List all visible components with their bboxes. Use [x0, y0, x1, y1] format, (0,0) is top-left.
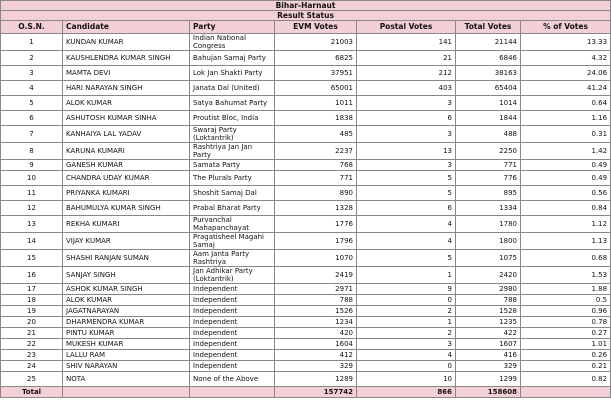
cell-candidate: KUNDAN KUMAR: [63, 34, 190, 51]
cell-candidate: BAHUMULYA KUMAR SINGH: [63, 201, 190, 216]
header-postal-votes: Postal Votes: [357, 21, 456, 34]
cell-postal-votes: 2: [357, 306, 456, 317]
cell-osn: 25: [1, 372, 63, 387]
total-label: Total: [1, 387, 63, 398]
cell-osn: 22: [1, 339, 63, 350]
total-total-votes: 158608: [456, 387, 521, 398]
cell-postal-votes: 2: [357, 328, 456, 339]
total-row: [1, 387, 611, 398]
cell-party: None of the Above: [190, 372, 275, 387]
cell-postal-votes: 13: [357, 143, 456, 160]
cell-percent-votes: 0.27: [521, 328, 611, 339]
cell-party: Proutist Bloc, India: [190, 111, 275, 126]
cell-percent-votes: 0.78: [521, 317, 611, 328]
cell-osn: 15: [1, 250, 63, 267]
table-row: [1, 216, 611, 233]
cell-party: Indian National Congress: [190, 34, 275, 51]
header-total-votes: Total Votes: [456, 21, 521, 34]
cell-osn: 2: [1, 51, 63, 66]
cell-total-votes: 1014: [456, 96, 521, 111]
cell-party: Independent: [190, 339, 275, 350]
results-rows: [1, 34, 611, 387]
cell-percent-votes: 0.26: [521, 350, 611, 361]
table-row: [1, 233, 611, 250]
cell-total-votes: 416: [456, 350, 521, 361]
table-row: [1, 372, 611, 387]
total-empty-candidate: [63, 387, 190, 398]
cell-evm-votes: 1070: [275, 250, 357, 267]
cell-candidate: SANJAY SINGH: [63, 267, 190, 284]
cell-postal-votes: 1: [357, 267, 456, 284]
cell-total-votes: 21144: [456, 34, 521, 51]
cell-party: Rashtriya Jan Jan Party: [190, 143, 275, 160]
header-party: Party: [190, 21, 275, 34]
cell-evm-votes: 2971: [275, 284, 357, 295]
cell-postal-votes: 4: [357, 233, 456, 250]
total-postal-votes: 866: [357, 387, 456, 398]
cell-postal-votes: 4: [357, 350, 456, 361]
cell-total-votes: 2420: [456, 267, 521, 284]
cell-total-votes: 488: [456, 126, 521, 143]
cell-postal-votes: 212: [357, 66, 456, 81]
cell-percent-votes: 0.84: [521, 201, 611, 216]
cell-candidate: ALOK KUMAR: [63, 295, 190, 306]
cell-party: Satya Bahumat Party: [190, 96, 275, 111]
cell-candidate: LALLU RAM: [63, 350, 190, 361]
cell-evm-votes: 1776: [275, 216, 357, 233]
cell-candidate: PINTU KUMAR: [63, 328, 190, 339]
cell-percent-votes: 4.32: [521, 51, 611, 66]
table-row: [1, 250, 611, 267]
cell-percent-votes: 0.49: [521, 171, 611, 186]
cell-total-votes: 1800: [456, 233, 521, 250]
cell-osn: 16: [1, 267, 63, 284]
cell-evm-votes: 1234: [275, 317, 357, 328]
cell-osn: 5: [1, 96, 63, 111]
cell-percent-votes: 0.21: [521, 361, 611, 372]
cell-total-votes: 38163: [456, 66, 521, 81]
cell-percent-votes: 1.01: [521, 339, 611, 350]
cell-total-votes: 1780: [456, 216, 521, 233]
cell-percent-votes: 41.24: [521, 81, 611, 96]
page-title: Bihar-Harnaut: [1, 1, 611, 11]
cell-osn: 9: [1, 160, 63, 171]
cell-osn: 8: [1, 143, 63, 160]
table-row: [1, 201, 611, 216]
cell-party: Jan Adhikar Party (Loktantrik): [190, 267, 275, 284]
cell-postal-votes: 403: [357, 81, 456, 96]
table-row: [1, 96, 611, 111]
cell-percent-votes: 0.49: [521, 160, 611, 171]
cell-osn: 4: [1, 81, 63, 96]
cell-percent-votes: 1.13: [521, 233, 611, 250]
cell-postal-votes: 3: [357, 96, 456, 111]
total-empty-party: [190, 387, 275, 398]
table-row: [1, 295, 611, 306]
cell-total-votes: 422: [456, 328, 521, 339]
cell-party: Aam Janta Party Rashtriya: [190, 250, 275, 267]
cell-total-votes: 895: [456, 186, 521, 201]
cell-osn: 13: [1, 216, 63, 233]
cell-osn: 21: [1, 328, 63, 339]
cell-postal-votes: 6: [357, 111, 456, 126]
cell-postal-votes: 5: [357, 250, 456, 267]
cell-postal-votes: 21: [357, 51, 456, 66]
cell-candidate: DHARMENDRA KUMAR: [63, 317, 190, 328]
cell-total-votes: 65404: [456, 81, 521, 96]
cell-osn: 18: [1, 295, 63, 306]
table-row: [1, 51, 611, 66]
cell-candidate: VIJAY KUMAR: [63, 233, 190, 250]
result-status-heading: Result Status: [1, 11, 611, 21]
cell-evm-votes: 485: [275, 126, 357, 143]
cell-candidate: MAMTA DEVI: [63, 66, 190, 81]
cell-party: Independent: [190, 284, 275, 295]
cell-evm-votes: 771: [275, 171, 357, 186]
cell-candidate: ALOK KUMAR: [63, 96, 190, 111]
cell-osn: 14: [1, 233, 63, 250]
cell-postal-votes: 9: [357, 284, 456, 295]
table-row: [1, 34, 611, 51]
cell-postal-votes: 4: [357, 216, 456, 233]
cell-party: Independent: [190, 317, 275, 328]
table-row: [1, 339, 611, 350]
cell-percent-votes: 0.82: [521, 372, 611, 387]
cell-total-votes: 6846: [456, 51, 521, 66]
cell-osn: 23: [1, 350, 63, 361]
cell-total-votes: 1235: [456, 317, 521, 328]
cell-total-votes: 329: [456, 361, 521, 372]
cell-percent-votes: 1.88: [521, 284, 611, 295]
cell-postal-votes: 3: [357, 339, 456, 350]
cell-total-votes: 1075: [456, 250, 521, 267]
cell-evm-votes: 1796: [275, 233, 357, 250]
cell-evm-votes: 412: [275, 350, 357, 361]
cell-total-votes: 1299: [456, 372, 521, 387]
cell-percent-votes: 13.33: [521, 34, 611, 51]
cell-evm-votes: 37951: [275, 66, 357, 81]
cell-postal-votes: 0: [357, 361, 456, 372]
cell-candidate: JAGATNARAYAN: [63, 306, 190, 317]
table-row: [1, 328, 611, 339]
cell-postal-votes: 1: [357, 317, 456, 328]
table-row: [1, 160, 611, 171]
cell-evm-votes: 6825: [275, 51, 357, 66]
table-row: [1, 361, 611, 372]
cell-osn: 19: [1, 306, 63, 317]
cell-total-votes: 788: [456, 295, 521, 306]
cell-total-votes: 1334: [456, 201, 521, 216]
cell-party: Independent: [190, 350, 275, 361]
cell-postal-votes: 6: [357, 201, 456, 216]
table-row: [1, 267, 611, 284]
cell-candidate: CHANDRA UDAY KUMAR: [63, 171, 190, 186]
cell-party: The Plurals Party: [190, 171, 275, 186]
table-row: [1, 143, 611, 160]
cell-percent-votes: 0.5: [521, 295, 611, 306]
cell-party: Lok Jan Shakti Party: [190, 66, 275, 81]
table-row: [1, 66, 611, 81]
cell-total-votes: 1607: [456, 339, 521, 350]
cell-postal-votes: 5: [357, 186, 456, 201]
cell-osn: 7: [1, 126, 63, 143]
cell-candidate: PRIYANKA KUMARI: [63, 186, 190, 201]
cell-total-votes: 2250: [456, 143, 521, 160]
cell-osn: 12: [1, 201, 63, 216]
cell-postal-votes: 10: [357, 372, 456, 387]
cell-evm-votes: 788: [275, 295, 357, 306]
cell-party: Pragatisheel Magahi Samaj: [190, 233, 275, 250]
cell-percent-votes: 0.64: [521, 96, 611, 111]
header-candidate: Candidate: [63, 21, 190, 34]
cell-total-votes: 1844: [456, 111, 521, 126]
cell-percent-votes: 1.53: [521, 267, 611, 284]
cell-percent-votes: 1.12: [521, 216, 611, 233]
cell-party: Samata Party: [190, 160, 275, 171]
cell-total-votes: 771: [456, 160, 521, 171]
cell-percent-votes: 1.16: [521, 111, 611, 126]
table-row: [1, 350, 611, 361]
cell-party: Independent: [190, 361, 275, 372]
cell-party: Swaraj Party (Loktantrik): [190, 126, 275, 143]
cell-party: Janata Dal (United): [190, 81, 275, 96]
cell-candidate: KANHAIYA LAL YADAV: [63, 126, 190, 143]
cell-party: Independent: [190, 328, 275, 339]
table-row: [1, 111, 611, 126]
cell-evm-votes: 1289: [275, 372, 357, 387]
table-row: [1, 284, 611, 295]
cell-evm-votes: 2419: [275, 267, 357, 284]
cell-total-votes: 2980: [456, 284, 521, 295]
table-row: [1, 171, 611, 186]
cell-percent-votes: 0.96: [521, 306, 611, 317]
header-evm-votes: EVM Votes: [275, 21, 357, 34]
cell-evm-votes: 1011: [275, 96, 357, 111]
cell-osn: 24: [1, 361, 63, 372]
table-row: [1, 317, 611, 328]
table-row: [1, 306, 611, 317]
cell-evm-votes: 1838: [275, 111, 357, 126]
header-osn: O.S.N.: [1, 21, 63, 34]
cell-osn: 17: [1, 284, 63, 295]
cell-candidate: SHASHI RANJAN SUMAN: [63, 250, 190, 267]
cell-osn: 11: [1, 186, 63, 201]
cell-percent-votes: 0.31: [521, 126, 611, 143]
cell-party: Prabal Bharat Party: [190, 201, 275, 216]
cell-party: Independent: [190, 306, 275, 317]
cell-candidate: REKHA KUMARI: [63, 216, 190, 233]
cell-evm-votes: 1604: [275, 339, 357, 350]
cell-percent-votes: 1.42: [521, 143, 611, 160]
cell-evm-votes: 21003: [275, 34, 357, 51]
cell-postal-votes: 0: [357, 295, 456, 306]
cell-party: Bahujan Samaj Party: [190, 51, 275, 66]
table-row: [1, 186, 611, 201]
cell-osn: 3: [1, 66, 63, 81]
cell-party: Purvanchal Mahapanchayat: [190, 216, 275, 233]
cell-evm-votes: 420: [275, 328, 357, 339]
table-row: [1, 126, 611, 143]
cell-evm-votes: 1526: [275, 306, 357, 317]
cell-candidate: MUKESH KUMAR: [63, 339, 190, 350]
cell-evm-votes: 768: [275, 160, 357, 171]
cell-osn: 10: [1, 171, 63, 186]
cell-osn: 1: [1, 34, 63, 51]
cell-postal-votes: 3: [357, 160, 456, 171]
cell-candidate: KARUNA KUMARI: [63, 143, 190, 160]
cell-postal-votes: 5: [357, 171, 456, 186]
cell-postal-votes: 3: [357, 126, 456, 143]
cell-evm-votes: 890: [275, 186, 357, 201]
cell-evm-votes: 2237: [275, 143, 357, 160]
total-empty-pct: [521, 387, 611, 398]
cell-total-votes: 776: [456, 171, 521, 186]
cell-candidate: GANESH KUMAR: [63, 160, 190, 171]
cell-percent-votes: 0.68: [521, 250, 611, 267]
cell-evm-votes: 1328: [275, 201, 357, 216]
cell-total-votes: 1528: [456, 306, 521, 317]
cell-candidate: ASHUTOSH KUMAR SINHA: [63, 111, 190, 126]
cell-evm-votes: 65001: [275, 81, 357, 96]
cell-percent-votes: 0.56: [521, 186, 611, 201]
cell-party: Independent: [190, 295, 275, 306]
cell-candidate: ASHOK KUMAR SINGH: [63, 284, 190, 295]
cell-osn: 20: [1, 317, 63, 328]
cell-candidate: NOTA: [63, 372, 190, 387]
cell-evm-votes: 329: [275, 361, 357, 372]
cell-candidate: SHIV NARAYAN: [63, 361, 190, 372]
cell-candidate: KAUSHLENDRA KUMAR SINGH: [63, 51, 190, 66]
header-percent-votes: % of Votes: [521, 21, 611, 34]
cell-osn: 6: [1, 111, 63, 126]
cell-candidate: HARI NARAYAN SINGH: [63, 81, 190, 96]
cell-party: Shoshit Samaj Dal: [190, 186, 275, 201]
cell-postal-votes: 141: [357, 34, 456, 51]
cell-percent-votes: 24.06: [521, 66, 611, 81]
table-row: [1, 81, 611, 96]
total-evm-votes: 157742: [275, 387, 357, 398]
